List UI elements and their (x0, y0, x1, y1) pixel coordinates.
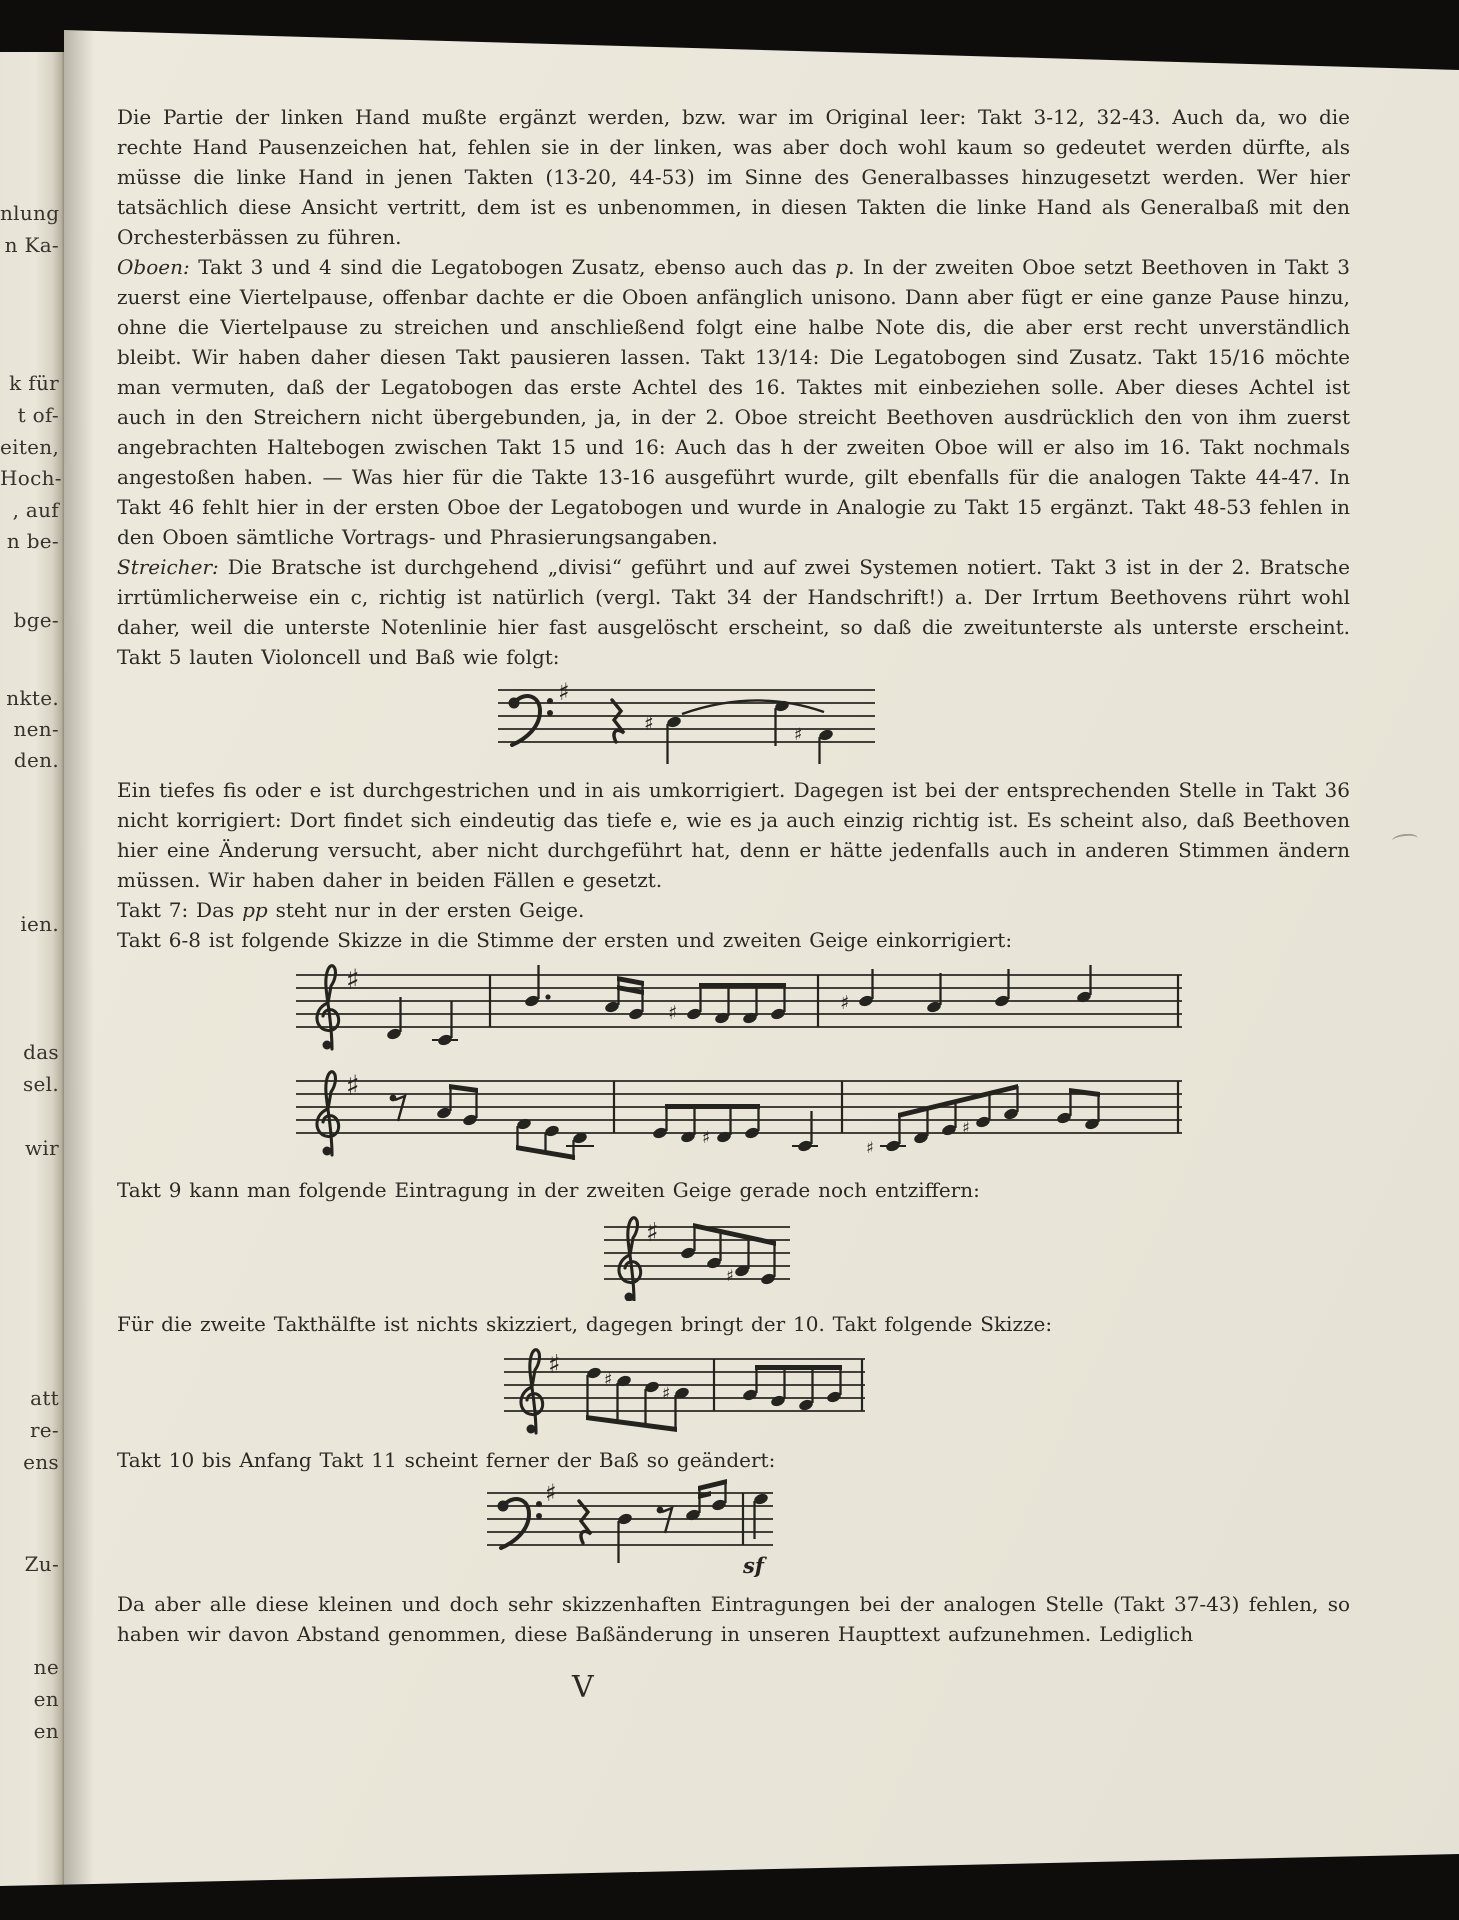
notes-group (586, 1359, 862, 1432)
paragraph-streicher: Streicher: Die Bratsche ist durchgehend „divisi“ geführt und auf zwei Systemen notiert. Takt 3 ist in der 2. Bratsche irrtümlicherweise ein c, richtig ist natürlich (vergl. Takt 34 der Handschrift!) a. Der Irrtum Beethovens rührt wohl daher, weil die unterste Notenlinie hier fast ausgelöscht erscheint, so daß die zweitunterste als unterste erscheint. Takt 5 lauten Violoncell und Baß wie folgt: (117, 555, 1350, 669)
page-fragment: Zu- (24, 1552, 59, 1576)
treble-clef-icon (521, 1350, 543, 1434)
page-fragment: re- (29, 1418, 59, 1442)
page-fragment: ens (23, 1450, 59, 1474)
page-fragment: k für (9, 371, 59, 395)
paragraph-takt-10-11: Takt 10 bis Anfang Takt 11 scheint ferner der Baß so geändert: (117, 1448, 776, 1472)
page-fragment: ne (33, 1655, 59, 1679)
paragraph-linke-hand: Die Partie der linken Hand mußte ergänzt werden, bzw. war im Original leer: Takt 3-12, 32-43. Auch da, wo die rechte Hand Pausenzeichen hat, fehlen sie in der linken, was aber doch wohl kaum so gedeutet werden dürfte, als müsse die linke Hand in jenen Takten (13-20, 44-53) im Sinne des Generalbasses hinzugesetzt werden. Wer hier tatsächlich diese Ansicht vertritt, dem ist es unbenommen, in diesen Takten die linke Hand als Generalbaß mit den Orchesterbässen zu führen. (117, 105, 1350, 249)
paragraph-oboen: Oboen: Takt 3 und 4 sind die Legatobogen Zusatz, ebenso auch das p. In der zweiten Oboe setzt Beethoven in Takt 3 zuerst eine Viertelpause, offenbar dachte er die Oboen anfänglich unisono. Dann aber fügt er eine ganze Pause hinzu, ohne die Viertelpause zu streichen und anschließend folgt eine halbe Note dis, die aber erst recht unverständlich bleibt. Wir haben daher diesen Takt pausieren lassen. Takt 13/14: Die Legatobogen sind Zusatz. Takt 15/16 möchte man vermuten, daß der Legatobogen das erste Achtel des 16. Taktes mit einbeziehen solle. Aber dieses Achtel ist auch in den Streichern nicht übergebunden, ja, in der 2. Oboe streicht Beethoven ausdrücklich den von ihm zuerst angebrachten Haltebogen zwischen Takt 15 und 16: Auch das h der zweiten Oboe will er also im 16. Takt nochmals angestoßen haben. — Was hier für die Takte 13-16 ausgeführt wurde, gilt ebenfalls für die analogen Takte 44-47. In Takt 46 fehlt hier in der ersten Oboe der Legatobogen und wurde in Analogie zu Takt 15 ergänzt. Takt 48-53 fehlen in den Oboen sämtliche Vortrags- und Phrasierungsangaben. (117, 255, 1350, 549)
treble-clef-icon (317, 966, 339, 1050)
page-text-block (117, 102, 1350, 1703)
previous-page-edge (0, 0, 64, 1920)
staff-lines (498, 690, 875, 742)
page-fragment: nen- (13, 717, 59, 741)
notes-group (680, 1223, 776, 1286)
page-fragment: , auf (12, 498, 59, 522)
page-fragment: t of- (17, 403, 59, 427)
page-fragment: ien. (20, 912, 59, 936)
paragraph-zweite-takthaelfte: Für die zweite Takthälfte ist nichts skizziert, dagegen bringt der 10. Takt folgende Skizze: (117, 1312, 1053, 1336)
sharp-icon: ♯ (668, 1002, 678, 1024)
sharp-icon: ♯ (558, 678, 570, 706)
sharp-icon: ♯ (346, 1069, 360, 1102)
page-fragment: wir (25, 1136, 59, 1160)
staff-lines (296, 975, 1182, 1027)
sharp-icon: ♯ (646, 1218, 659, 1248)
page-fragment: nkte. (6, 686, 59, 710)
quarter-rest-icon (612, 700, 624, 742)
treble-clef-icon (619, 1218, 641, 1301)
sharp-icon: ♯ (604, 1370, 613, 1390)
sharp-icon: ♯ (866, 1138, 874, 1157)
book-page (64, 0, 1459, 1920)
sforzando-label: sf (743, 1553, 764, 1577)
music-excerpt-takt-6-8-geige-1 (294, 955, 1184, 1055)
sharp-icon: ♯ (840, 992, 850, 1014)
sharp-icon: ♯ (644, 711, 654, 735)
music-excerpt-takt-9 (602, 1205, 792, 1301)
sharp-icon: ♯ (962, 1118, 970, 1137)
page-fragment: nlung (0, 201, 60, 225)
page-fragment: Hoch- (0, 466, 62, 490)
sharp-icon: ♯ (548, 1350, 561, 1380)
music-excerpt-takt-5-bass (494, 672, 879, 767)
page-fragment: en (33, 1687, 59, 1711)
paragraph-takt-6-8: Takt 6-8 ist folgende Skizze in die Stimme der ersten und zweiten Geige einkorrigiert: (117, 928, 1013, 952)
music-excerpt-takt-6-8-geige-2 (294, 1061, 1184, 1169)
paragraph-takt-7: Takt 7: Das pp steht nur in der ersten Geige. (117, 898, 585, 922)
sharp-icon: ♯ (346, 963, 360, 996)
music-excerpt-takt-10 (502, 1339, 867, 1437)
page-fragment: sel. (22, 1072, 59, 1096)
page-fragment: att (30, 1386, 59, 1410)
notes-group (666, 699, 834, 764)
paragraph-schluss: Da aber alle diese kleinen und doch sehr skizzenhaften Eintragungen bei der analogen Stelle (Takt 37-43) fehlen, so haben wir davon Abstand genommen, diese Baßänderung in unseren Haupttext aufzunehmen. Lediglich (117, 1592, 1350, 1646)
sharp-icon: ♯ (794, 725, 803, 745)
page-fragment: n Ka- (4, 233, 59, 257)
page-fragment: eiten, (0, 435, 60, 459)
page-number: V (572, 1670, 595, 1705)
paragraph-takt-9: Takt 9 kann man folgende Eintragung in der zweiten Geige gerade noch entziffern: (117, 1178, 980, 1202)
page-fragment: den. (13, 748, 59, 772)
notes-group (386, 965, 1178, 1047)
page-fragment: en (33, 1719, 59, 1743)
sharp-icon: ♯ (726, 1266, 734, 1285)
sharp-icon: ♯ (545, 1479, 557, 1507)
sharp-icon: ♯ (702, 1128, 711, 1148)
sharp-icon: ♯ (662, 1384, 671, 1404)
page-fragment: das (23, 1040, 59, 1064)
paragraph-tiefes-fis: Ein tiefes fis oder e ist durchgestrichen und in ais umkorrigiert. Dagegen ist bei der entsprechenden Stelle in Takt 36 nicht korrigiert: Dort findet sich eindeutig das tiefe e, wie es ja auch einzig richtig ist. Es scheint also, daß Beethoven hier eine Änderung versucht, aber nicht durchgeführt hat, denn er hätte jedenfalls auch in anderen Stimmen ändern müssen. Wir haben daher in beiden Fällen e gesetzt. (117, 778, 1350, 892)
music-excerpt-takt-10-11-bass (485, 1475, 775, 1577)
quarter-rest-icon (579, 1501, 591, 1543)
page-fragment: n be- (6, 529, 59, 553)
page-fragment: bge- (13, 608, 59, 632)
treble-clef-icon (317, 1072, 339, 1156)
